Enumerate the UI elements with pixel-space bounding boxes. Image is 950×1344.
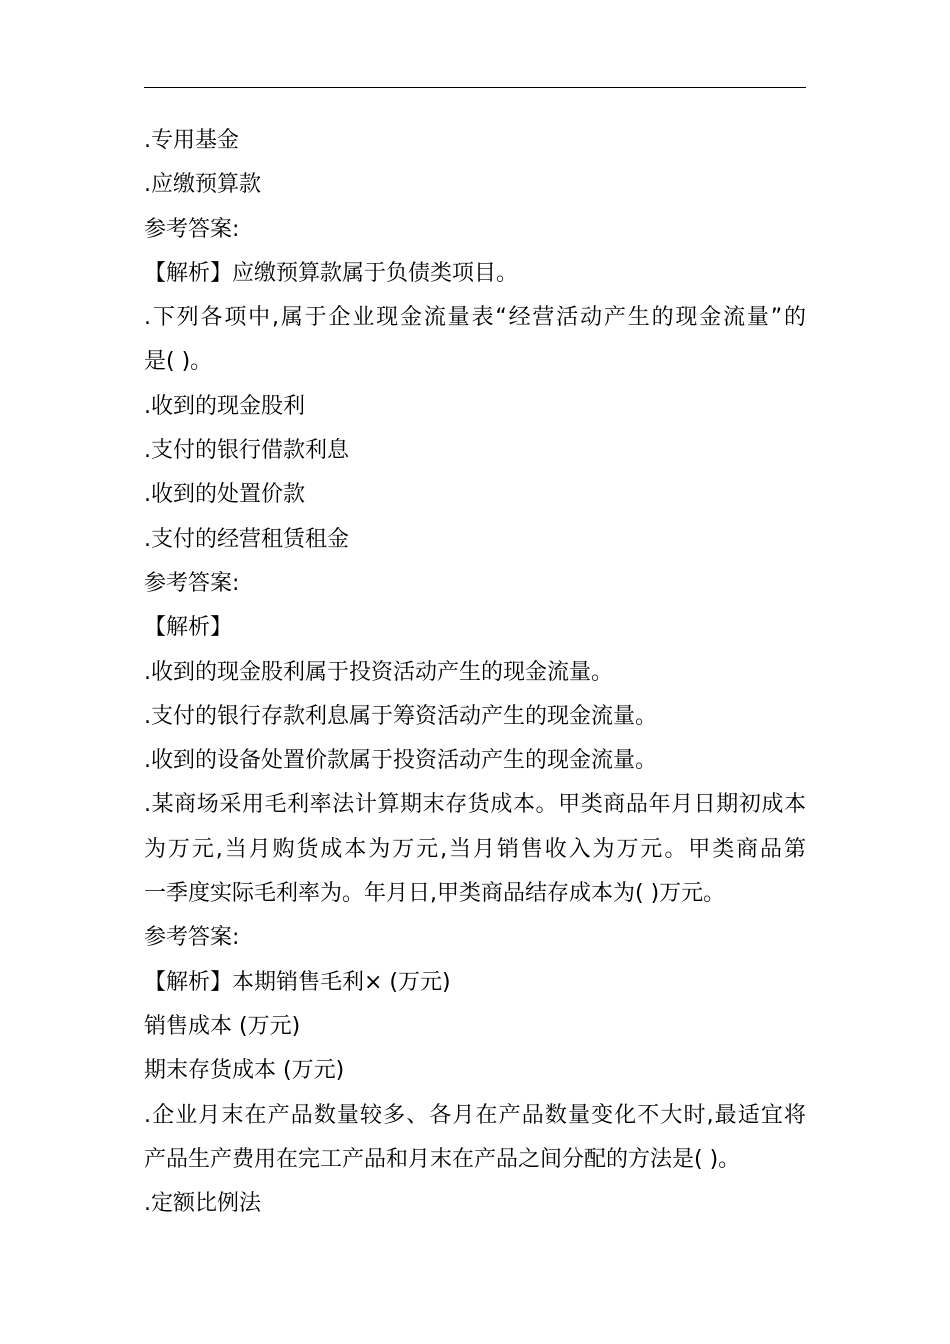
text-line: .支付的银行借款利息	[144, 438, 349, 464]
text-line: 销售成本 (万元)	[144, 1013, 301, 1039]
text-line: 【解析】应缴预算款属于负债类项目。	[144, 260, 519, 286]
text-line: 产品生产费用在完工产品和月末在产品之间分配的方法是( )。	[144, 1146, 741, 1172]
text-line: .定额比例法	[144, 1191, 261, 1217]
text-line: .应缴预算款	[144, 172, 261, 198]
text-line: .收到的设备处置价款属于投资活动产生的现金流量。	[144, 748, 657, 774]
text-line: 参考答案:	[144, 570, 240, 596]
text-line: .收到的处置价款	[144, 482, 305, 508]
text-line: 参考答案:	[144, 216, 240, 242]
text-line: .支付的银行存款利息属于筹资活动产生的现金流量。	[144, 703, 657, 729]
header-divider	[144, 87, 806, 88]
text-line: 是( )。	[144, 349, 213, 375]
text-line: .支付的经营租赁租金	[144, 526, 349, 552]
text-line: .某商场采用毛利率法计算期末存货成本。甲类商品年月日期初成本	[144, 792, 806, 818]
text-line: 为万元,当月购货成本为万元,当月销售收入为万元。甲类商品第	[144, 836, 806, 862]
text-line: 参考答案:	[144, 925, 240, 951]
text-line: 【解析】本期销售毛利× (万元)	[144, 969, 451, 995]
text-line: .企业月末在产品数量较多、各月在产品数量变化不大时,最适宜将	[144, 1102, 806, 1128]
document-body	[144, 119, 806, 1226]
text-line: .专用基金	[144, 128, 239, 153]
text-line: .收到的现金股利属于投资活动产生的现金流量。	[144, 659, 613, 685]
text-line: 期末存货成本 (万元)	[144, 1058, 345, 1084]
text-line: .收到的现金股利	[144, 393, 305, 419]
text-line: 一季度实际毛利率为。年月日,甲类商品结存成本为( )万元。	[144, 881, 726, 907]
text-line: 【解析】	[144, 615, 233, 641]
text-line: .下列各项中,属于企业现金流量表“经营活动产生的现金流量”的	[144, 305, 806, 331]
